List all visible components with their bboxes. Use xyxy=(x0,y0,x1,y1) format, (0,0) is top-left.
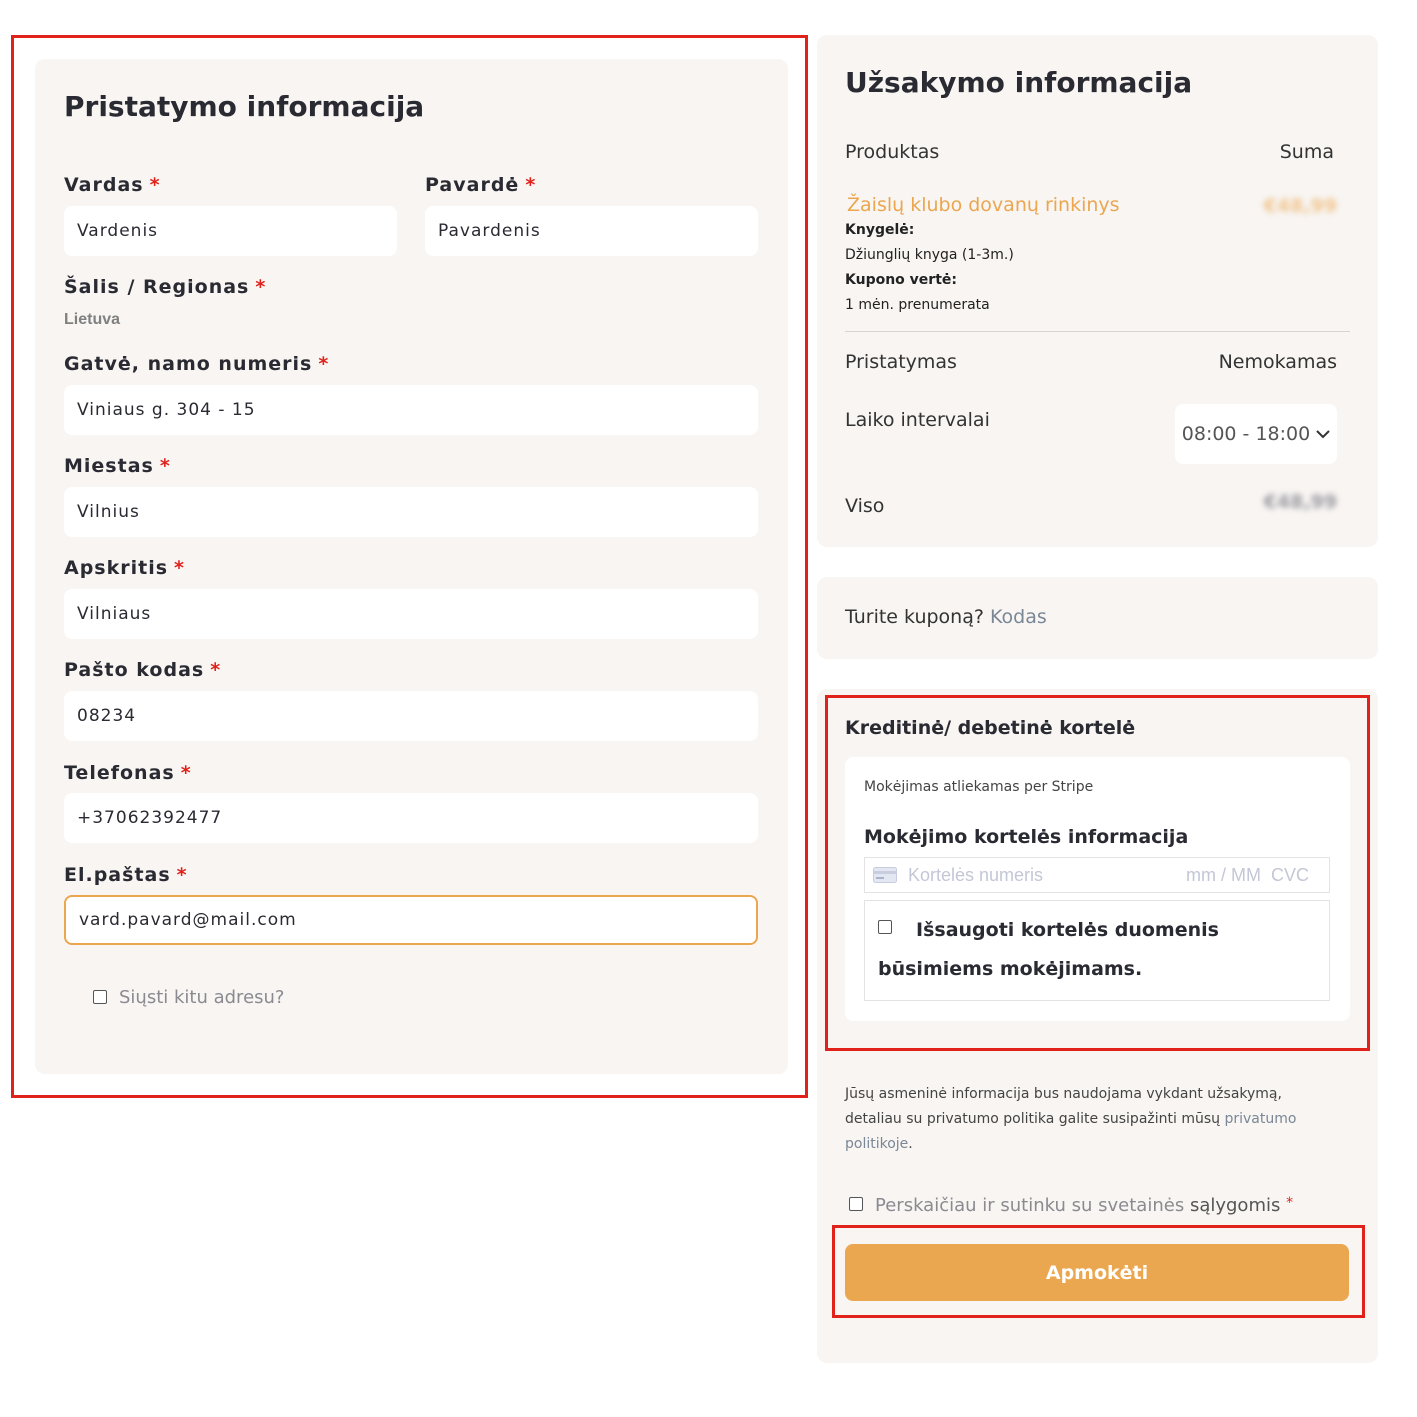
email-label: El.paštas * xyxy=(64,864,188,886)
phone-label: Telefonas * xyxy=(64,762,192,784)
order-divider xyxy=(845,331,1350,332)
meta-book-value: Džiunglių knyga (1-3m.) xyxy=(845,247,1014,263)
shipping-title: Pristatymo informacija xyxy=(64,90,425,123)
shipping-row-value: Nemokamas xyxy=(1218,351,1337,373)
interval-select[interactable] xyxy=(1175,404,1337,464)
total-value: €48,99 xyxy=(1263,491,1337,513)
chevron-down-icon xyxy=(1316,429,1330,439)
save-card-label[interactable]: Išsaugoti kortelės duomenis būsimiems mokėjimams. xyxy=(878,919,1219,980)
terms-checkbox[interactable] xyxy=(849,1197,863,1211)
privacy-text xyxy=(845,1082,1315,1157)
order-title: Užsakymo informacija xyxy=(845,66,1193,99)
county-label: Apskritis * xyxy=(64,557,185,579)
order-panel xyxy=(817,35,1378,547)
col-product-header: Produktas xyxy=(845,141,940,163)
ship-other-label[interactable]: Siųsti kitu adresu? xyxy=(119,987,285,1008)
phone-input[interactable]: +37062392477 xyxy=(64,793,758,843)
last-name-label: Pavardė * xyxy=(425,174,537,196)
street-label: Gatvė, namo numeris * xyxy=(64,353,330,375)
pay-button[interactable]: Apmokėti xyxy=(845,1244,1349,1301)
country-value: Lietuva xyxy=(64,311,121,328)
shipping-row-label: Pristatymas xyxy=(845,351,957,373)
first-name-input[interactable]: Vardenis xyxy=(64,206,397,256)
privacy-link[interactable]: privatumo politikoje xyxy=(845,1111,1297,1152)
card-number-placeholder: Kortelės numeris xyxy=(908,864,1044,885)
postcode-label: Pašto kodas * xyxy=(64,659,222,681)
payment-method-title[interactable]: Kreditinė/ debetinė kortelė xyxy=(845,717,1136,739)
privacy-body: Jūsų asmeninė informacija bus naudojama vykdant užsakymą, detaliau su privatumo politika galite susipažinti mūsų xyxy=(845,1086,1282,1127)
coupon-prompt: Turite kuponą? xyxy=(845,606,984,628)
credit-card-icon xyxy=(873,867,897,883)
cvc-placeholder[interactable]: CVC xyxy=(1270,864,1309,885)
card-info-title: Mokėjimo kortelės informacija xyxy=(864,826,1189,848)
coupon-row xyxy=(845,606,1047,628)
product-price: €48,99 xyxy=(1263,195,1337,217)
meta-coupon-label: Kupono vertė: xyxy=(845,272,957,288)
street-input[interactable]: Viniaus g. 304 - 15 xyxy=(64,385,758,435)
privacy-end: . xyxy=(908,1136,913,1152)
last-name-input[interactable]: Pavardenis xyxy=(425,206,758,256)
interval-label: Laiko intervalai xyxy=(845,409,990,431)
interval-select-value: 08:00 - 18:00 xyxy=(1181,423,1311,445)
terms-label: Perskaičiau ir sutinku su svetainės xyxy=(875,1195,1185,1216)
first-name-label: Vardas * xyxy=(64,174,161,196)
stripe-note: Mokėjimas atliekamas per Stripe xyxy=(864,779,1094,795)
city-input[interactable]: Vilnius xyxy=(64,487,758,537)
city-label: Miestas * xyxy=(64,455,171,477)
terms-link[interactable]: sąlygomis xyxy=(1189,1195,1281,1216)
expiry-placeholder[interactable]: mm / MM xyxy=(1186,864,1261,885)
email-input[interactable]: vard.pavard@mail.com xyxy=(64,895,758,945)
col-sum-header: Suma xyxy=(1279,141,1334,163)
meta-coupon-value: 1 mėn. prenumerata xyxy=(845,297,990,313)
terms-required-mark: * xyxy=(1286,1195,1294,1211)
coupon-link[interactable]: Kodas xyxy=(990,606,1047,628)
total-label: Viso xyxy=(845,495,885,517)
country-label: Šalis / Regionas * xyxy=(64,276,267,298)
card-number-input[interactable] xyxy=(864,857,1330,893)
product-name[interactable]: Žaislų klubo dovanų rinkinys xyxy=(847,194,1120,216)
meta-book-label: Knygelė: xyxy=(845,222,915,238)
county-input[interactable]: Vilniaus xyxy=(64,589,758,639)
postcode-input[interactable]: 08234 xyxy=(64,691,758,741)
terms-row xyxy=(875,1195,1293,1216)
ship-other-checkbox[interactable] xyxy=(93,990,107,1004)
